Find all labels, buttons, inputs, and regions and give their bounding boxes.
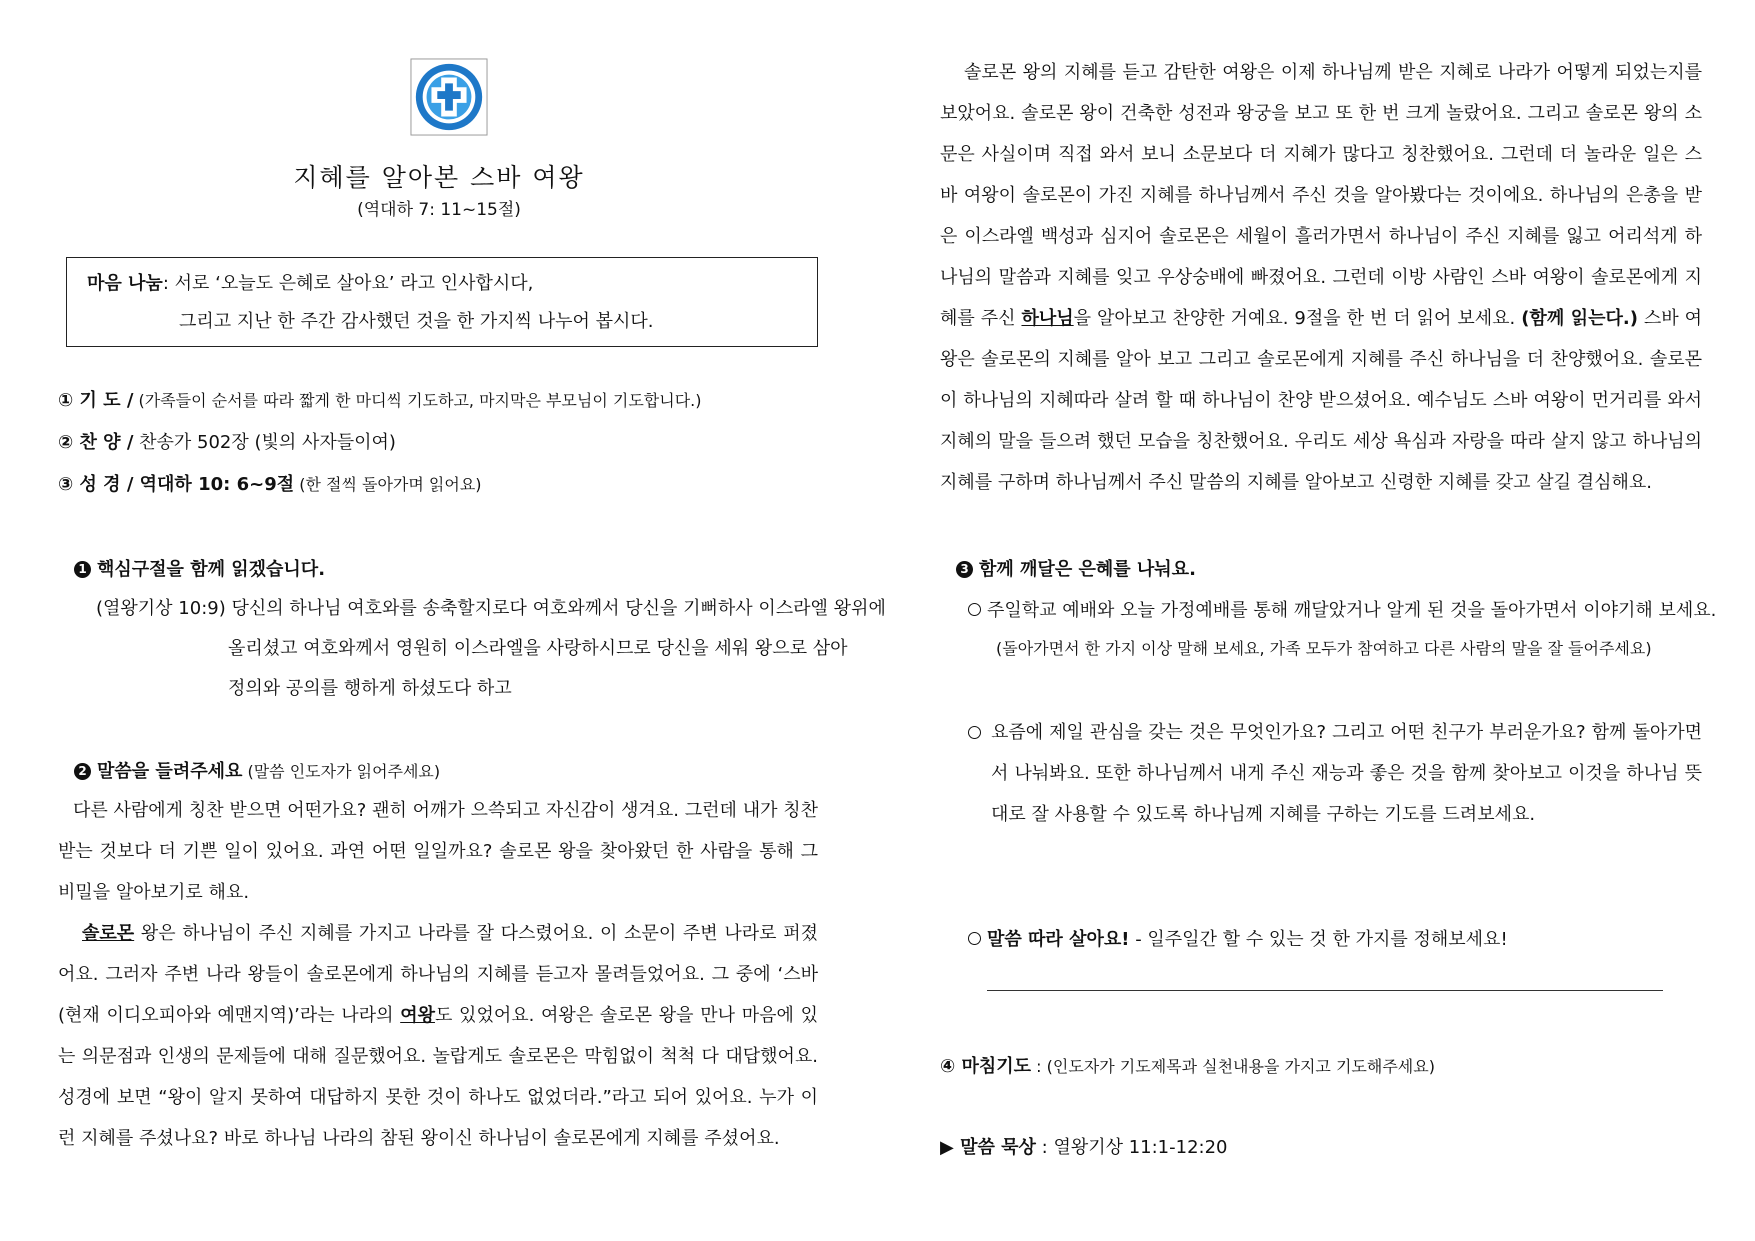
word-meditation-label: ▶ 말씀 묵상 [940, 1137, 1036, 1158]
question-1-note: (돌아가면서 한 가지 이상 말해 보세요, 가족 모두가 참여하고 다른 사람의 말을 잘 들어주세요) [996, 639, 1652, 658]
story-paragraph-2-b: 도 있었어요. 여왕은 솔로몬 왕을 만나 마음에 있는 의문점과 인생의 문제들에 대해 질문했어요. 놀랍게도 솔로몬은 막힘없이 척척 다 대답했어요. 성경에 보면 “왕이 알지 못하여 대답하지 못한 것이 하나도 없었더라.”라고 되어 있어요. 누가 이런 지혜를 주셨나요? 바로 하나님 나라의 참된 왕이신 하나님이 솔로몬에게 지혜를 주셨어요. [58, 1005, 818, 1149]
story-paragraph-1: 다른 사람에게 칭찬 받으면 어떤가요? 괜히 어깨가 으쓱되고 자신감이 생겨요. 그런데 내가 칭찬 받는 것보다 더 기쁜 일이 있어요. 과연 어떤 일일까요? 솔로몬 왕을 찾아왔던 한 사람을 통해 그 비밀을 알아보기로 해요. [58, 800, 818, 903]
queen-word: 여왕 [400, 1005, 435, 1026]
closing-prayer-text: : (인도자가 기도제목과 실천내용을 가지고 기도해주세요) [1031, 1057, 1435, 1076]
order-scripture-text: (한 절씩 돌아가며 읽어요) [294, 475, 482, 494]
closing-prayer [940, 1052, 1435, 1078]
section-3-heading [956, 555, 1196, 581]
box-line-1: : 서로 ‘오늘도 은혜로 살아요’ 라고 인사합시다, [162, 273, 534, 294]
question-1-bullet-icon [968, 603, 981, 616]
order-scripture-label: ③ 성 경 / 역대하 10: 6~9절 [58, 474, 295, 495]
question-3-text: - 일주일간 할 수 있는 것 한 가지를 정해보세요! [1129, 929, 1508, 950]
order-prayer-text: (가족들이 순서를 따라 짧게 한 마디씩 기도하고, 마지막은 부모님이 기도합니다.) [133, 391, 702, 410]
church-logo-icon [410, 58, 488, 136]
section-1-heading-text: 핵심구절을 함께 읽겠습니다. [97, 559, 326, 580]
box-label: 마음 나눔 [87, 273, 163, 294]
story-paragraph-3 [940, 52, 1702, 503]
scripture-reference: (역대하 7: 11~15절) [357, 200, 521, 220]
order-scripture [58, 470, 482, 496]
page-title: 지혜를 알아본 스바 여왕 [293, 163, 585, 192]
word-meditation [940, 1133, 1228, 1159]
section-2-heading-text: 말씀을 들려주세요 [97, 761, 243, 782]
order-hymn [58, 428, 396, 454]
key-verse-ref: (열왕기상 10:9) [96, 598, 226, 619]
answer-line [987, 990, 1663, 991]
section-3-number: 3 [956, 561, 973, 578]
key-verse-line-1 [96, 594, 886, 620]
section-2-note: (말씀 인도자가 읽어주세요) [242, 762, 441, 781]
god-word: 하나님 [1021, 308, 1074, 329]
section-1-number: 1 [74, 561, 91, 578]
order-hymn-text: 찬송가 502장 (빛의 사자들이여) [133, 432, 396, 453]
question-3-bullet-icon [968, 932, 981, 945]
heart-sharing-box [66, 257, 818, 347]
order-prayer [58, 386, 702, 412]
section-3-heading-text: 함께 깨달은 은혜를 나눠요. [979, 559, 1196, 580]
key-verse-text-1: 당신의 하나님 여호와를 송축할지로다 여호와께서 당신을 기뻐하사 이스라엘 왕위에 [231, 598, 886, 619]
story-paragraph-3-c: 스바 여왕은 솔로몬의 지혜를 알아 보고 그리고 솔로몬에게 지혜를 주신 하나님을 더 찬양했어요. 솔로몬이 하나님의 지혜따라 살려 할 때 하나님이 찬양 받으셨어요. 예수님도 스바 여왕이 먼거리를 와서 지혜의 말을 들으려 했던 모습을 칭찬했어요. 우리도 세상 욕심과 자랑을 따라 살지 않고 하나님의 지혜를 구하며 하나님께서 주신 말씀의 지혜를 알아보고 신령한 지혜를 갖고 살길 결심해요. [940, 308, 1703, 493]
section-1-heading [74, 555, 325, 581]
read-together-note: (함께 읽는다.) [1521, 308, 1638, 329]
box-line-2: 그리고 지난 한 주간 감사했던 것을 한 가지씩 나누어 봅시다. [179, 311, 654, 332]
word-meditation-text: : 열왕기상 11:1-12:20 [1035, 1137, 1228, 1158]
order-prayer-label: ① 기 도 / [58, 390, 134, 411]
story-paragraph-3-b: 을 알아보고 찬양한 거예요. 9절을 한 번 더 읽어 보세요. [1073, 308, 1522, 329]
question-1-text: 주일학교 예배와 오늘 가정예배를 통해 깨달았거나 알게 된 것을 돌아가면서 이야기해 보세요. [987, 600, 1717, 621]
story-paragraph-2 [58, 913, 818, 1159]
question-2-bullet [968, 723, 987, 744]
live-by-word-label: 말씀 따라 살아요! [987, 929, 1130, 950]
order-hymn-label: ② 찬 양 / [58, 432, 134, 453]
key-verse-line-3: 정의와 공의를 행하게 하셨도다 하고 [228, 678, 512, 699]
question-2-bullet-icon [968, 726, 981, 739]
story-paragraph-3-a: 솔로몬 왕의 지혜를 듣고 감탄한 여왕은 이제 하나님께 받은 지혜로 나라가 어떻게 되었는지를 보았어요. 솔로몬 왕이 건축한 성전과 왕궁을 보고 또 한 번 크게 놀랐어요. 그리고 솔로몬 왕의 소문은 사실이며 직접 와서 보니 소문보다 더 지혜가 많다고 칭찬했어요. 그런데 더 놀라운 일은 스바 여왕이 솔로몬이 가진 지혜를 하나님께서 주신 것을 알아봤다는 것이에요. 하나님의 은총을 받은 이스라엘 백성과 심지어 솔로몬은 세월이 흘러가면서 하나님이 주신 지혜를 잃고 어리석게 하나님의 말씀과 지혜를 잊고 우상숭배에 빠졌어요. 그런데 이방 사람인 스바 여왕이 솔로몬에게 지혜를 주신 [940, 62, 1702, 329]
question-3 [968, 925, 1508, 951]
closing-prayer-label: ④ 마침기도 [940, 1056, 1032, 1077]
section-2-heading [74, 757, 440, 783]
story-paragraph-2-a: 왕은 하나님이 주신 지혜를 가지고 나라를 잘 다스렸어요. 이 소문이 주변 나라로 퍼졌어요. 그러자 주변 나라 왕들이 솔로몬에게 하나님의 지혜를 듣고자 몰려들었어요. 그 중에 ‘스바(현재 이디오피아와 예맨지역)’라는 나라의 [58, 923, 818, 1026]
key-verse-line-2: 올리셨고 여호와께서 영원히 이스라엘을 사랑하시므로 당신을 세워 왕으로 삼아 [228, 638, 848, 659]
question-1 [968, 596, 1716, 622]
section-2-number: 2 [74, 763, 91, 780]
question-2-text: 요즘에 제일 관심을 갖는 것은 무엇인가요? 그리고 어떤 친구가 부러운가요? 함께 돌아가면서 나눠봐요. 또한 하나님께서 내게 주신 재능과 좋은 것을 함께 찾아보고 이것을 하나님 뜻대로 잘 사용할 수 있도록 하나님께 지혜를 구하는 기도를 드려보세요. [991, 722, 1702, 825]
solomon-word: 솔로몬 [82, 923, 135, 944]
